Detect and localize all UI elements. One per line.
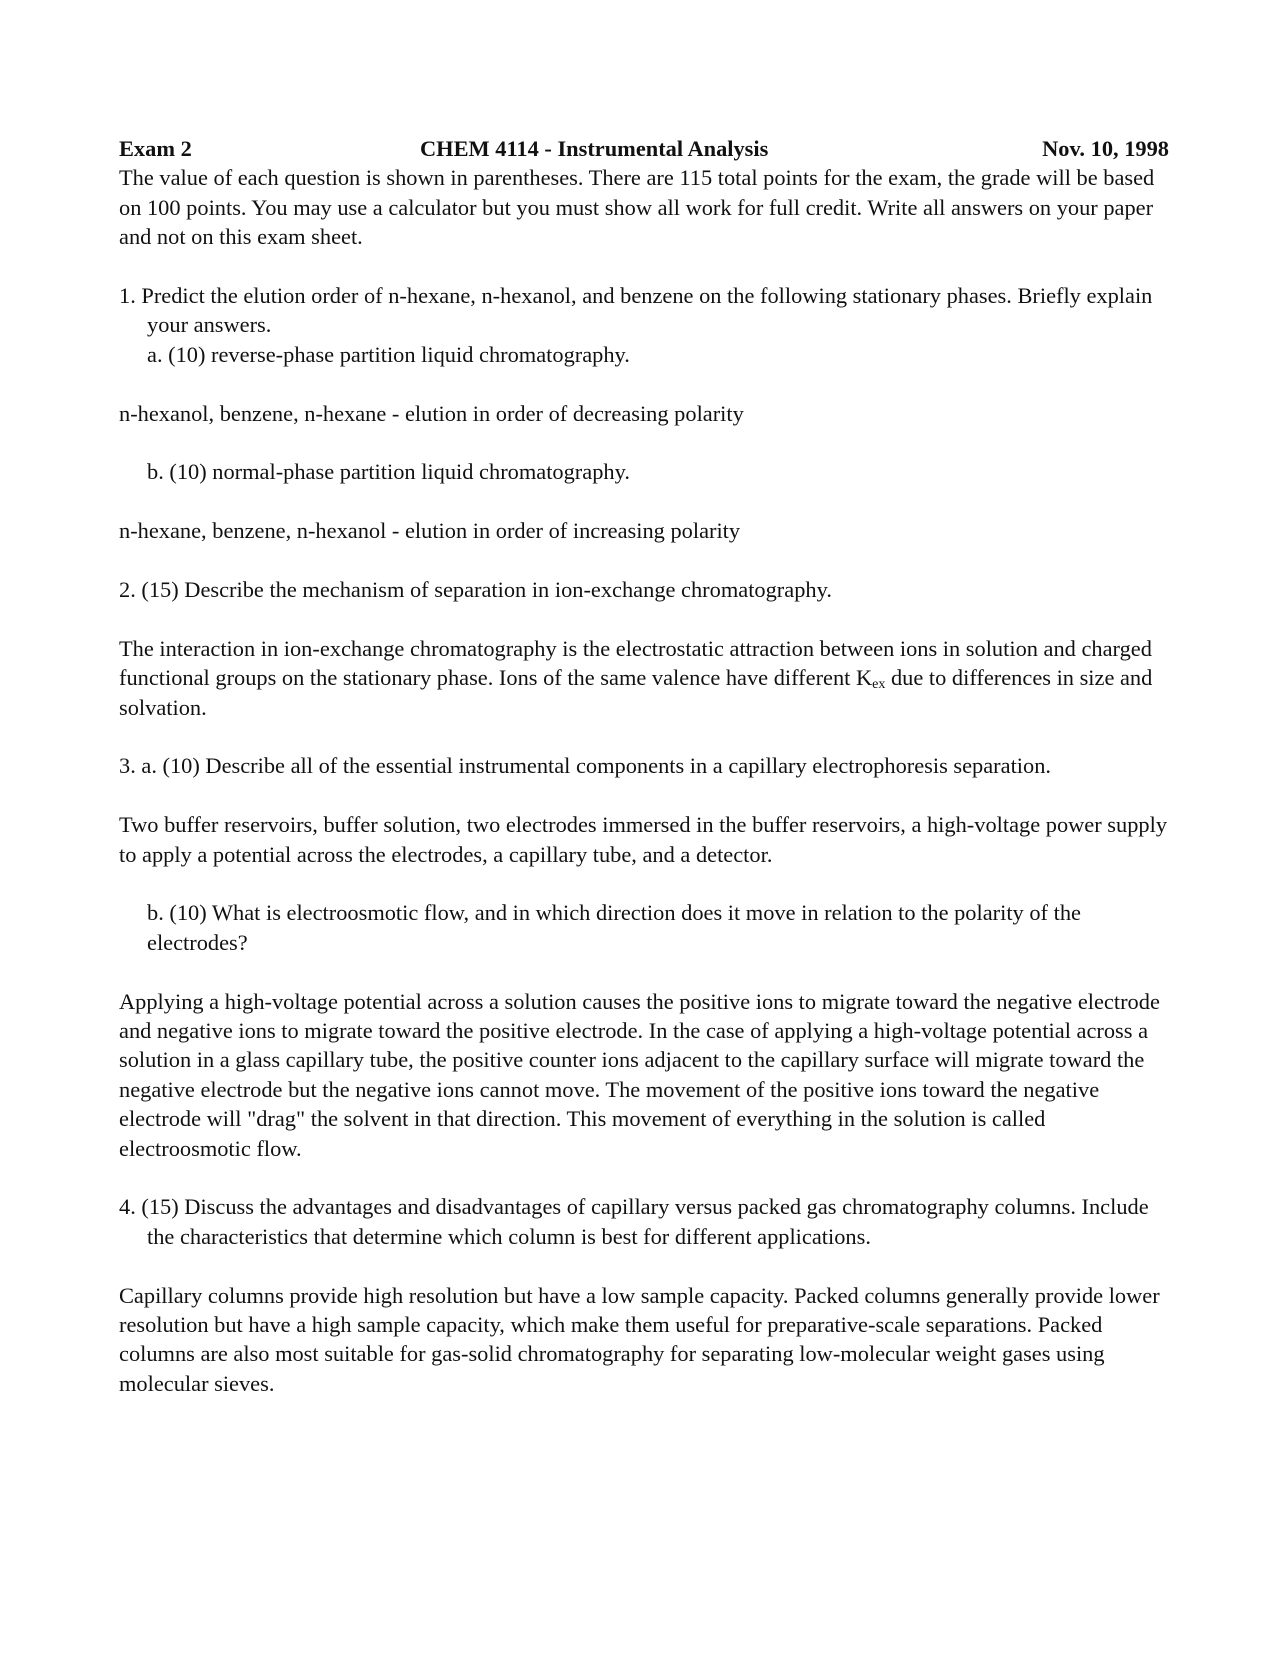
- answer-2-text-end: due to differences in size and solvation.: [119, 665, 1153, 720]
- question-4: 4. (15) Discuss the advantages and disadvantages of capillary versus packed gas chromatography columns. Include the characteristics that determine which column is best for different applications.: [119, 1194, 1149, 1249]
- answer-3b: Applying a high-voltage potential across a solution causes the positive ions to migrate toward the negative electrode and negative ions to migrate toward the positive electrode. In the case of applying a high-voltage potential across a solution in a glass capillary tube, the positive counter ions adjacent to the capillary surface will migrate toward the negative electrode but the negative ions cannot move. The movement of the positive ions toward the negative electrode will "drag" the solvent in that direction. This movement of everything in the solution is called electroosmotic flow.: [119, 988, 1160, 1161]
- answer-3a: Two buffer reservoirs, buffer solution, two electrodes immersed in the buffer reservoirs, a high-voltage power supply to apply a potential across the electrodes, a capillary tube, and a detector.: [119, 812, 1168, 867]
- course-title: CHEM 4114 - Instrumental Analysis: [420, 136, 769, 161]
- answer-4: Capillary columns provide high resolution but have a low sample capacity. Packed columns generally provide lower resolution but have a high sample capacity, which make them useful for preparative-scale separations. Packed columns are also most suitable for gas-solid chromatography for separating low-molecular weight gases using molecular sieves.: [119, 1282, 1160, 1396]
- question-3a: 3. a. (10) Describe all of the essential instrumental components in a capillary electrophoresis separation.: [119, 753, 1052, 779]
- instructions: The value of each question is shown in parentheses. There are 115 total points for the exam, the grade will be based on 100 points. You may use a calculator but you must show all work for full credit. Write all answers on your paper and not on this exam sheet.: [119, 165, 1155, 250]
- question-1: 1. Predict the elution order of n-hexane, n-hexanol, and benzene on the following stationary phases. Briefly explain your answers.: [119, 283, 1153, 338]
- exam-page: [119, 134, 1169, 1398]
- answer-1a: n-hexanol, benzene, n-hexane - elution in order of decreasing polarity: [119, 400, 744, 426]
- answer-1b: n-hexane, benzene, n-hexanol - elution in order of increasing polarity: [119, 518, 741, 544]
- exam-number: Exam 2: [119, 136, 192, 161]
- question-1b: b. (10) normal-phase partition liquid chromatography.: [147, 459, 630, 485]
- kex-subscript: ex: [872, 677, 886, 693]
- exam-header: [119, 134, 1169, 163]
- answer-2-text: The interaction in ion-exchange chromatography is the electrostatic attraction between ions in solution and charged functional groups on the stationary phase. Ions of the same valence have different K: [119, 635, 1152, 691]
- question-1a: a. (10) reverse-phase partition liquid chromatography.: [147, 341, 630, 367]
- question-2: 2. (15) Describe the mechanism of separation in ion-exchange chromatography.: [119, 577, 832, 602]
- question-3b: b. (10) What is electroosmotic flow, and in which direction does it move in relation to the polarity of the electrodes?: [147, 900, 1081, 955]
- answer-2: [119, 634, 1169, 722]
- exam-date: Nov. 10, 1998: [1042, 136, 1169, 161]
